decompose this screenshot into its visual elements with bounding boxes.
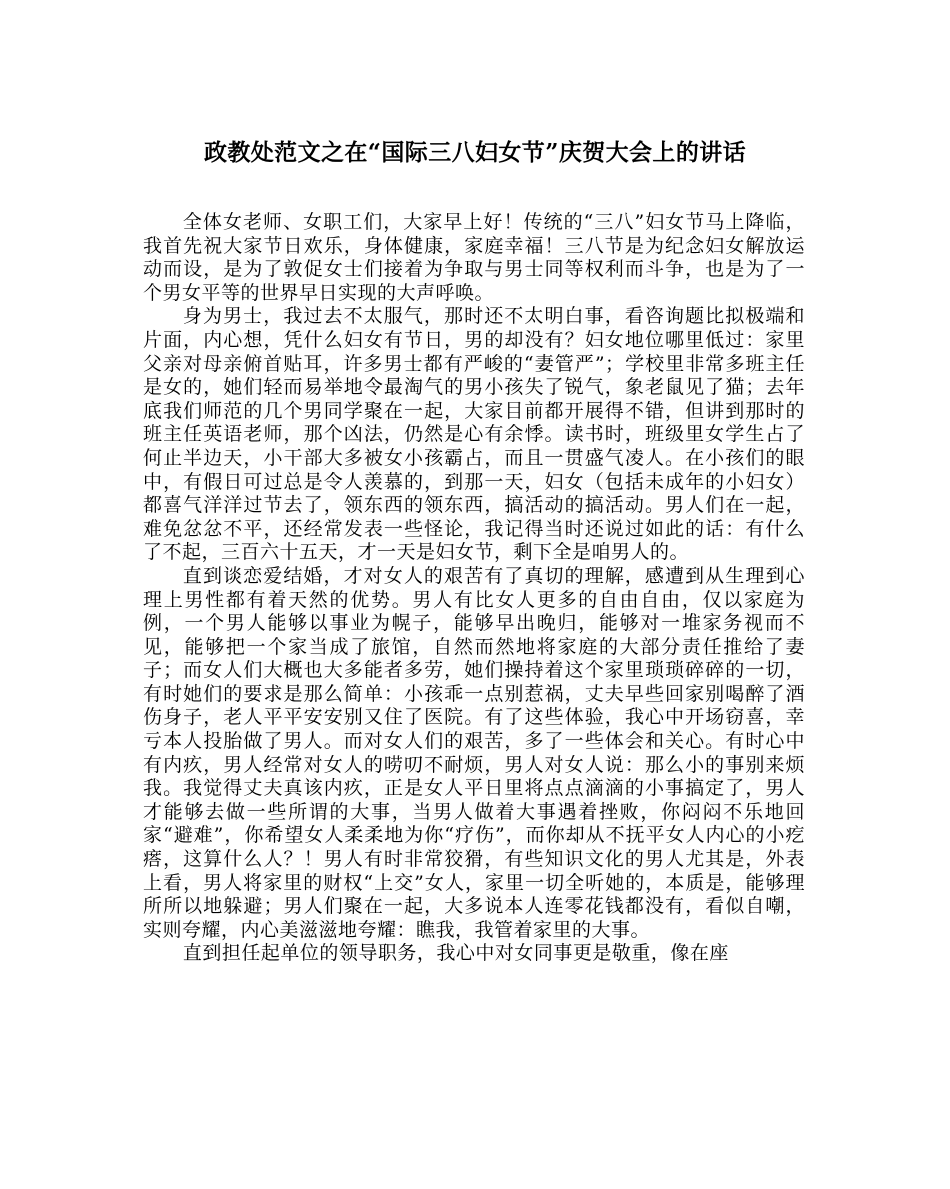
document-body — [143, 211, 805, 966]
paragraph-2: 身为男士，我过去不太服气，那时还不太明白事，看咨询题比拟极端和片面，内心想，凭什么妇女有节日，男的却没有？妇女地位哪里低过：家里父亲对母亲俯首贴耳，许多男士都有严峻的“妻管严”；学校里非常多班主任是女的，她们轻而易举地令最淘气的男小孩失了锐气，象老鼠见了猫；去年底我们师范的几个男同学聚在一起，大家目前都开展得不错，但讲到那时的班主任英语老师，那个凶法，仍然是心有余悸。读书时，班级里女学生占了何止半边天，小干部大多被女小孩霸占，而且一贯盛气凌人。在小孩们的眼中，有假日可过总是令人羡慕的，到那一天，妇女（包括未成年的小妇女）都喜气洋洋过节去了，领东西的领东西，搞活动的搞活动。男人们在一起，难免忿忿不平，还经常发表一些怪论，我记得当时还说过如此的话：有什么了不起，三百六十五天，才一天是妇女节，剩下全是咱男人的。 — [143, 305, 805, 564]
paragraph-3: 直到谈恋爱结婚，才对女人的艰苦有了真切的理解，感遭到从生理到心理上男性都有着天然的优势。男人有比女人更多的自由自由，仅以家庭为例，一个男人能够以事业为幌子，能够早出晚归，能够对一堆家务视而不见，能够把一个家当成了旅馆，自然而然地将家庭的大部分责任推给了妻子；而女人们大概也大多能者多劳，她们操持着这个家里琐琐碎碎的一切，有时她们的要求是那么简单：小孩乖一点别惹祸，丈夫早些回家别喝醉了酒伤身子，老人平平安安别又住了医院。有了这些体验，我心中开场窃喜，幸亏本人投胎做了男人。而对女人们的艰苦，多了一些体会和关心。有时心中有内疚，男人经常对女人的唠叨不耐烦，男人对女人说：那么小的事别来烦我。我觉得丈夫真该内疚，正是女人平日里将点点滴滴的小事搞定了，男人才能够去做一些所谓的大事，当男人做着大事遇着挫败，你闷闷不乐地回家“避难”，你希望女人柔柔地为你“疗伤”，而你却从不抚平女人内心的小疙瘩，这算什么人？！男人有时非常狡猾，有些知识文化的男人尤其是，外表上看，男人将家里的财权“上交”女人，家里一切全听她的，本质是，能够理所所以地躲避；男人们聚在一起，大多说本人连零花钱都没有，看似自嘲，实则夸耀，内心美滋滋地夸耀：瞧我，我管着家里的大事。 — [143, 564, 805, 941]
document-title: 政教处范文之在“国际三八妇女节”庆贺大会上的讲话 — [203, 139, 747, 166]
paragraph-4: 直到担任起单位的领导职务，我心中对女同事更是敬重，像在座 — [182, 942, 729, 965]
paragraph-1: 全体女老师、女职工们，大家早上好！传统的“三八”妇女节马上降临，我首先祝大家节日欢乐，身体健康，家庭幸福！三八节是为纪念妇女解放运动而设，是为了敦促女士们接着为争取与男士同等权利而斗争，也是为了一个男女平等的世界早日实现的大声呼唤。 — [143, 211, 805, 304]
